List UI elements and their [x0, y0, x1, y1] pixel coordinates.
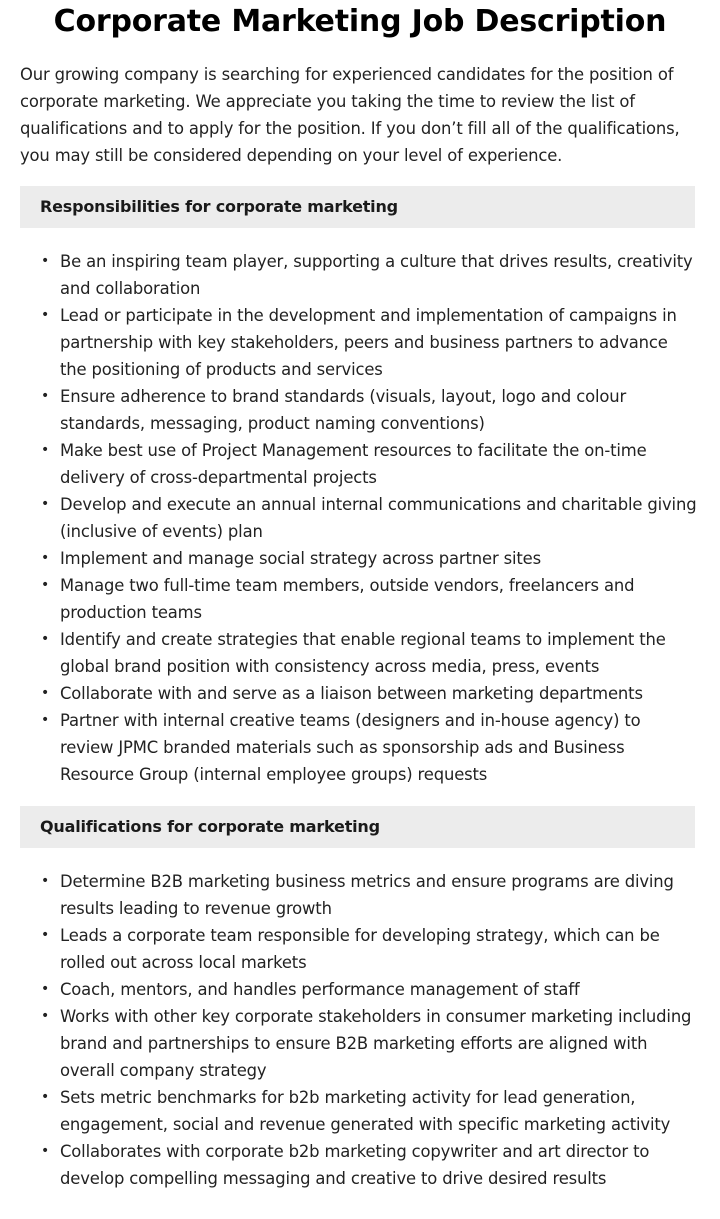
list-item	[41, 437, 698, 491]
list-item-text: Collaborates with corporate b2b marketing copywriter and art director to develop compelling messaging and creative to drive desired results	[60, 1142, 650, 1188]
list-item	[41, 491, 698, 545]
list-item	[41, 1138, 698, 1192]
list-item-text: Works with other key corporate stakeholders in consumer marketing including brand and partnerships to ensure B2B marketing efforts are aligned with overall company strategy	[60, 1007, 692, 1080]
bullet-icon: •	[41, 442, 50, 458]
bullet-icon: •	[41, 577, 50, 593]
bullet-icon: •	[41, 1089, 50, 1105]
qualifications-heading: Qualifications for corporate marketing	[20, 806, 695, 848]
list-item	[41, 922, 698, 976]
bullet-icon: •	[41, 1008, 50, 1024]
list-item-text: Lead or participate in the development and implementation of campaigns in partnership with key stakeholders, peers and business partners to advance the positioning of products and services	[60, 306, 677, 379]
qualifications-list	[20, 868, 698, 1192]
page-title: Corporate Marketing Job Description	[53, 4, 667, 39]
responsibilities-heading: Responsibilities for corporate marketing	[20, 186, 695, 228]
responsibilities-list	[20, 248, 698, 788]
list-item-text: Identify and create strategies that enable regional teams to implement the global brand position with consistency across media, press, events	[60, 630, 666, 676]
list-item-text: Coach, mentors, and handles performance management of staff	[60, 980, 580, 999]
bullet-icon: •	[41, 307, 50, 323]
list-item	[41, 868, 698, 922]
list-item	[41, 1003, 698, 1084]
list-item	[41, 680, 698, 707]
list-item-text: Leads a corporate team responsible for developing strategy, which can be rolled out across local markets	[60, 926, 660, 972]
list-item	[41, 572, 698, 626]
list-item	[41, 383, 698, 437]
list-item	[41, 626, 698, 680]
bullet-icon: •	[41, 712, 50, 728]
list-item-text: Develop and execute an annual internal communications and charitable giving (inclusive of events) plan	[60, 495, 697, 541]
bullet-icon: •	[41, 550, 50, 566]
list-item	[41, 1084, 698, 1138]
list-item-text: Implement and manage social strategy across partner sites	[60, 549, 542, 568]
list-item-text: Collaborate with and serve as a liaison between marketing departments	[60, 684, 643, 703]
bullet-icon: •	[41, 927, 50, 943]
list-item	[41, 302, 698, 383]
bullet-icon: •	[41, 685, 50, 701]
list-item-text: Sets metric benchmarks for b2b marketing activity for lead generation, engagement, social and revenue generated with specific marketing activity	[60, 1088, 671, 1134]
bullet-icon: •	[41, 388, 50, 404]
bullet-icon: •	[41, 631, 50, 647]
list-item-text: Be an inspiring team player, supporting a culture that drives results, creativity and collaboration	[60, 252, 693, 298]
list-item	[41, 248, 698, 302]
list-item	[41, 976, 698, 1003]
list-item	[41, 707, 698, 788]
bullet-icon: •	[41, 981, 50, 997]
list-item	[41, 545, 698, 572]
bullet-icon: •	[41, 253, 50, 269]
list-item-text: Determine B2B marketing business metrics and ensure programs are diving results leading to revenue growth	[60, 872, 674, 918]
list-item-text: Make best use of Project Management resources to facilitate the on-time delivery of cross-departmental projects	[60, 441, 647, 487]
list-item-text: Ensure adherence to brand standards (visuals, layout, logo and colour standards, messaging, product naming conventions)	[60, 387, 627, 433]
intro-paragraph: Our growing company is searching for experienced candidates for the position of corporate marketing. We appreciate you taking the time to review the list of qualifications and to apply for the position. If you don’t fill all of the qualifications, you may still be considered depending on your level of experience.	[20, 65, 680, 165]
list-item-text: Manage two full-time team members, outside vendors, freelancers and production teams	[60, 576, 635, 622]
bullet-icon: •	[41, 496, 50, 512]
list-item-text: Partner with internal creative teams (designers and in-house agency) to review JPMC branded materials such as sponsorship ads and Business Resource Group (internal employee groups) requests	[60, 711, 641, 784]
bullet-icon: •	[41, 873, 50, 889]
bullet-icon: •	[41, 1143, 50, 1159]
